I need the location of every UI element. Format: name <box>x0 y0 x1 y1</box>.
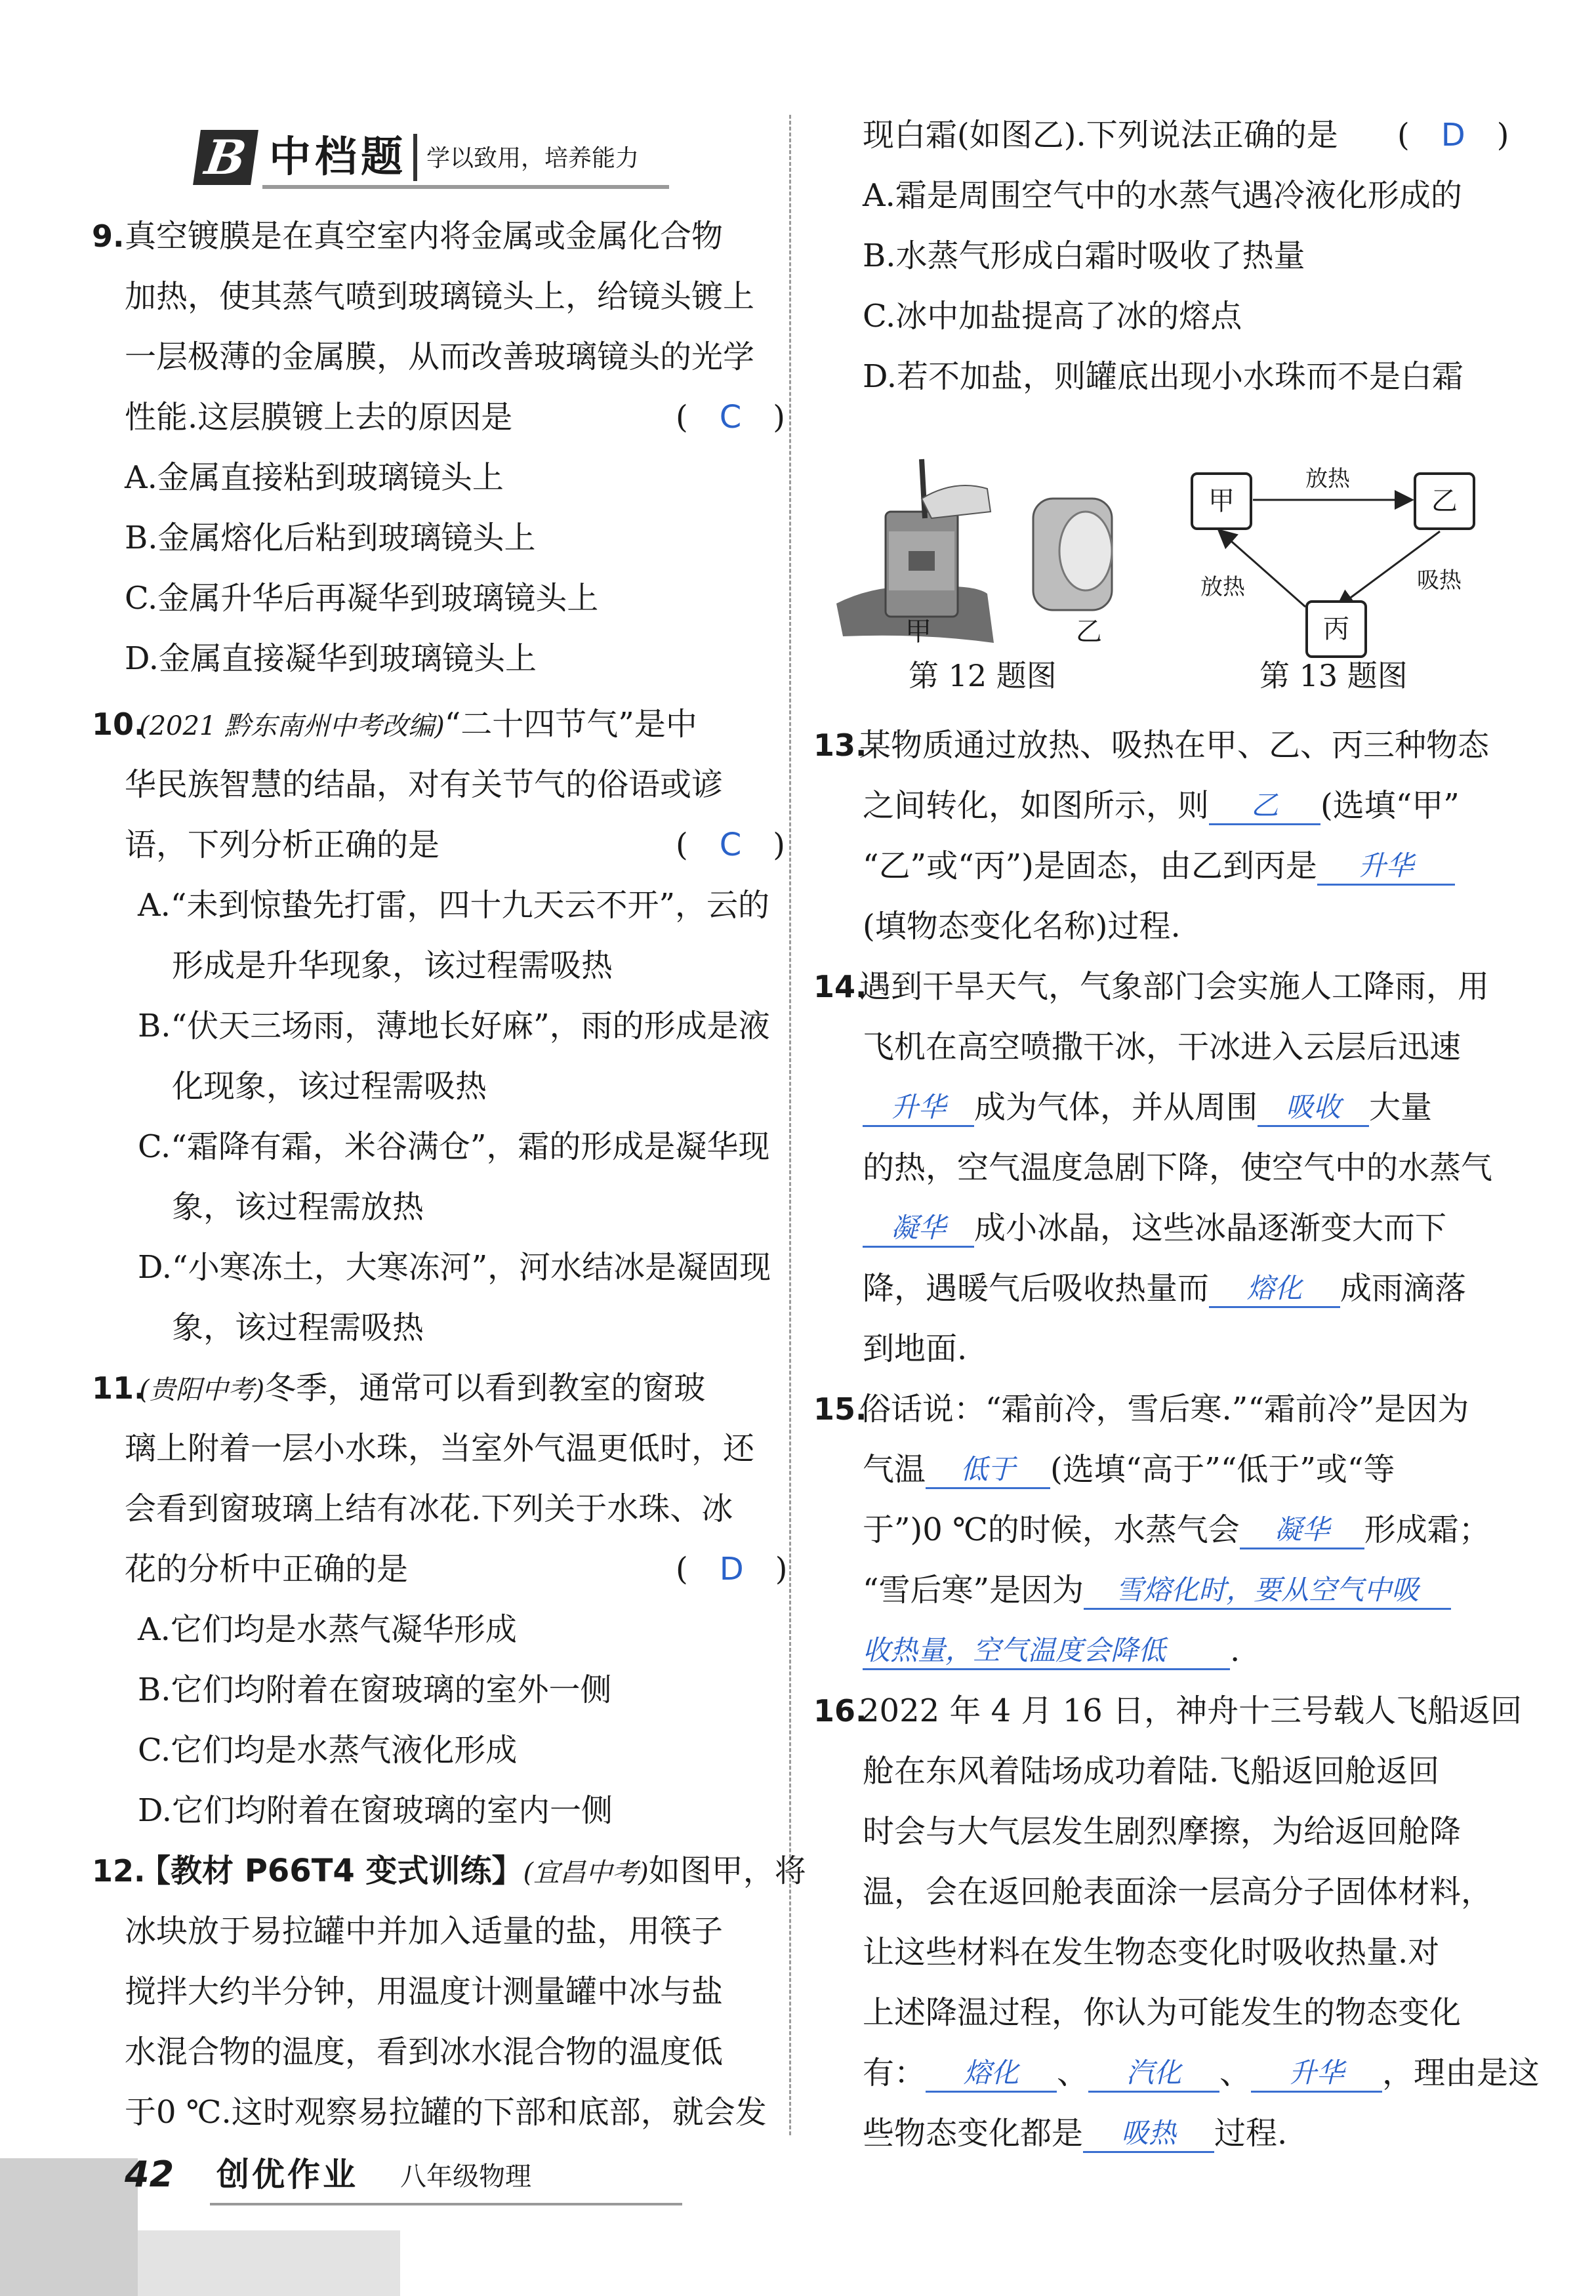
figure-caption: 第 13 题图 <box>1259 658 1408 693</box>
figure-label-yi: 乙 <box>1076 617 1102 647</box>
question-text: 华民族智慧的结晶，对有关节气的俗语或谚 <box>125 766 724 803</box>
question-text: (填物态变化名称)过程. <box>863 908 1181 945</box>
figure-13 <box>1174 459 1502 656</box>
option-c: C.冰中加盐提高了冰的熔点 <box>863 298 1242 335</box>
answer-blank: 低于 <box>926 1452 1050 1489</box>
answer-blank: 升华 <box>863 1090 974 1127</box>
section-subtitle: 学以致用，培养能力 <box>426 145 640 172</box>
footer-line <box>210 2203 682 2205</box>
answer-blank: 凝华 <box>1240 1512 1364 1549</box>
question-text: 凝华 成小冰晶，这些冰晶逐渐变大而下 <box>863 1208 1446 1248</box>
question-text: 飞机在高空喷撒干冰，干冰进入云层后迅速 <box>863 1029 1462 1065</box>
footer-shade <box>138 2230 400 2296</box>
option-d: D.它们均附着在窗玻璃的室内一侧 <box>138 1792 613 1829</box>
answer-choice: D <box>1441 117 1465 154</box>
answer-blank: 收热量，空气温度会降低 <box>863 1633 1230 1670</box>
answer-blank: 熔化 <box>926 2055 1057 2093</box>
arrow-label-absorb-heat: 吸热 <box>1417 567 1462 594</box>
answer-choice: C <box>719 827 742 863</box>
state-box-yi: 乙 <box>1414 472 1475 530</box>
figure-label-jia: 甲 <box>905 617 931 647</box>
question-text: 收热量，空气温度会降低 . <box>863 1632 1240 1669</box>
question-number: 9. <box>92 218 125 254</box>
answer-blank: 汽化 <box>1088 2055 1219 2093</box>
option-d: D.“小寒冻土，大寒冻河”，河水结冰是凝固现 <box>138 1249 771 1286</box>
state-box-jia: 甲 <box>1191 472 1252 530</box>
option-b-cont: 化现象，该过程需吸热 <box>172 1068 487 1105</box>
option-d-cont: 象，该过程需吸热 <box>172 1309 424 1346</box>
option-b: B.它们均附着在窗玻璃的室外一侧 <box>138 1671 612 1708</box>
option-c: C.“霜降有霜，米谷满仓”，霜的形成是凝华现 <box>138 1128 770 1165</box>
question-text: 舱在东风着陆场成功着陆.飞船返回舱返回 <box>863 1753 1440 1790</box>
question-number: 11. <box>92 1370 146 1406</box>
footer-brand: 创优作业 <box>216 2156 358 2194</box>
answer-choice: D <box>719 1551 744 1588</box>
question-text: 水混合物的温度，看到冰水混合物的温度低 <box>125 2034 724 2070</box>
question-text: 一层极薄的金属膜，从而改善玻璃镜头的光学 <box>125 338 755 375</box>
question-text: 会看到窗玻璃上结有冰花.下列关于水珠、冰 <box>125 1490 733 1527</box>
answer-blank: 凝华 <box>863 1210 974 1248</box>
answer-blank: 吸热 <box>1083 2116 1214 2153</box>
option-a: A.金属直接粘到玻璃镜头上 <box>125 459 504 496</box>
question-number: 12. <box>92 1853 146 1889</box>
question-text: 让这些材料在发生物态变化时吸收热量.对 <box>863 1934 1440 1971</box>
question-text: “雪后寒”是因为 雪熔化时，要从空气中吸 <box>863 1570 1451 1610</box>
question-text: 气温 低于 (选填“高于”“低于”或“等 <box>863 1451 1395 1488</box>
question-text: 某物质通过放热、吸热在甲、乙、丙三种物态 <box>859 727 1490 764</box>
section-badge: B <box>193 130 258 185</box>
option-b: B.金属熔化后粘到玻璃镜头上 <box>125 520 536 556</box>
answer-blank: 雪熔化时，要从空气中吸 <box>1084 1572 1451 1610</box>
question-text: 于”)0 ℃的时候，水蒸气会 凝华 形成霜； <box>863 1511 1490 1548</box>
question-text: 加热，使其蒸气喷到玻璃镜头上，给镜头镀上 <box>125 278 755 315</box>
option-c: C.金属升华后再凝华到玻璃镜头上 <box>125 580 599 617</box>
question-number: 10. <box>92 707 146 742</box>
question-text: 【教材 P66T4 变式训练】(宜昌中考)如图甲，将 <box>139 1853 806 1889</box>
answer-blank: 乙 <box>1209 788 1320 825</box>
can-photo-icon <box>823 453 1151 649</box>
option-c-cont: 象，该过程需放热 <box>172 1189 424 1225</box>
answer-blank: 升华 <box>1251 2055 1382 2093</box>
option-a: A.它们均是水蒸气凝华形成 <box>138 1611 517 1648</box>
question-text: 升华 成为气体，并从周围 吸收 大量 <box>863 1088 1432 1127</box>
question-text: 降，遇暖气后吸收热量而 熔化 成雨滴落 <box>863 1270 1467 1307</box>
option-d: D.金属直接凝华到玻璃镜头上 <box>125 640 537 677</box>
question-text: 现白霜(如图乙).下列说法正确的是 <box>863 117 1338 154</box>
question-text: (2021 黔东南州中考改编)“二十四节气”是中 <box>139 706 697 743</box>
question-number: 15. <box>813 1391 867 1427</box>
question-text: 真空镀膜是在真空室内将金属或金属化合物 <box>125 218 724 255</box>
answer-blank: 熔化 <box>1209 1271 1340 1308</box>
question-text: 上述降温过程，你认为可能发生的物态变化 <box>863 1994 1462 2031</box>
figure-12 <box>823 453 1151 702</box>
footer-corner-shade <box>0 2158 138 2296</box>
option-a-cont: 形成是升华现象，该过程需吸热 <box>172 947 613 984</box>
question-text: 遇到干旱天气，气象部门会实施人工降雨，用 <box>859 968 1490 1005</box>
question-tag: 【教材 P66T4 变式训练】 <box>139 1853 523 1889</box>
question-text: 到地面. <box>863 1330 968 1367</box>
option-a: A.霜是周围空气中的水蒸气遇冷液化形成的 <box>863 177 1462 214</box>
question-text: 之间转化，如图所示，则 乙 (选填“甲” <box>863 787 1460 824</box>
page-number: 42 <box>125 2154 174 2195</box>
answer-bracket: ( C ) <box>676 399 785 436</box>
question-text: 时会与大气层发生剧烈摩擦，为给返回舱降 <box>863 1813 1462 1850</box>
arrow-label-release-heat: 放热 <box>1200 574 1245 600</box>
question-text: 冰块放于易拉罐中并加入适量的盐，用筷子 <box>125 1913 724 1950</box>
answer-blank: 升华 <box>1317 848 1455 886</box>
option-b: B.“伏天三场雨，薄地长好麻”，雨的形成是液 <box>138 1008 770 1044</box>
question-text: 璃上附着一层小水珠，当室外气温更低时，还 <box>125 1430 755 1467</box>
question-source: (2021 黔东南州中考改编) <box>139 711 445 741</box>
question-text: 于0 ℃.这时观察易拉罐的下部和底部，就会发 <box>125 2094 767 2131</box>
question-number: 14. <box>813 969 867 1004</box>
answer-bracket: ( D ) <box>1397 117 1509 154</box>
question-text: 搅拌大约半分钟，用温度计测量罐中冰与盐 <box>125 1973 724 2010</box>
question-text: 有： 熔化 、 汽化 、 升华 ，理由是这 <box>863 2055 1540 2091</box>
state-box-bing: 丙 <box>1305 600 1367 658</box>
footer-grade: 八年级物理 <box>400 2162 531 2192</box>
question-text: 花的分析中正确的是 <box>125 1551 409 1588</box>
question-text: 2022 年 4 月 16 日，神舟十三号载人飞船返回 <box>859 1692 1523 1729</box>
question-text: “乙”或“丙”)是固态，由乙到丙是 升华 <box>863 846 1455 886</box>
question-text: 语，下列分析正确的是 <box>125 827 440 863</box>
answer-choice: C <box>719 399 742 436</box>
section-banner <box>197 125 669 190</box>
option-d: D.若不加盐，则罐底出现小水珠而不是白霜 <box>863 358 1464 395</box>
banner-underline <box>262 185 669 189</box>
answer-bracket: ( C ) <box>676 827 785 863</box>
figure-caption: 第 12 题图 <box>909 658 1057 693</box>
banner-divider <box>413 134 417 181</box>
arrow-label-release-heat: 放热 <box>1305 466 1350 492</box>
answer-bracket: ( D ) <box>676 1551 788 1588</box>
option-a: A.“未到惊蛰先打雷，四十九天云不开”，云的 <box>138 887 770 924</box>
question-text: 性能.这层膜镀上去的原因是 <box>125 399 513 436</box>
answer-blank: 吸收 <box>1258 1090 1369 1127</box>
section-title: 中档题 <box>269 133 407 182</box>
question-text: 俗话说：“霜前冷，雪后寒.”“霜前冷”是因为 <box>859 1391 1469 1427</box>
question-source: (贵阳中考) <box>139 1375 265 1405</box>
question-source: (宜昌中考) <box>523 1858 649 1888</box>
question-text: 些物态变化都是 吸热 过程. <box>863 2115 1288 2152</box>
question-text: 温，会在返回舱表面涂一层高分子固体材料， <box>863 1874 1493 1910</box>
question-text: (贵阳中考)冬季，通常可以看到教室的窗玻 <box>139 1370 706 1406</box>
question-number: 16. <box>813 1693 867 1729</box>
option-c: C.它们均是水蒸气液化形成 <box>138 1732 518 1769</box>
question-number: 13. <box>813 728 867 763</box>
question-text: 的热，空气温度急剧下降，使空气中的水蒸气 <box>863 1149 1493 1186</box>
column-divider <box>789 115 791 2135</box>
option-b: B.水蒸气形成白霜时吸收了热量 <box>863 237 1305 274</box>
